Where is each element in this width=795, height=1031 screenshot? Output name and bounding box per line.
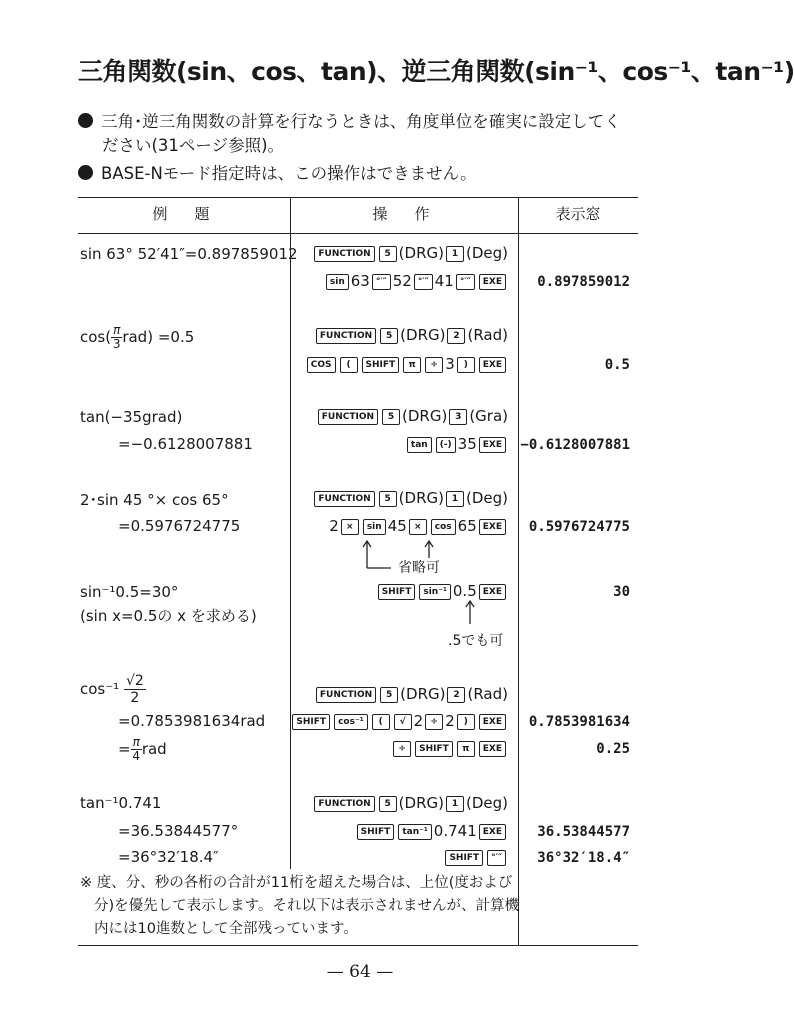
annotation-arrow <box>460 598 480 626</box>
fraction-denominator: 3 <box>112 337 121 351</box>
op-text: (Deg) <box>465 794 508 812</box>
op-text: 52 <box>392 272 412 290</box>
operation-line <box>305 355 508 373</box>
op-text: (DRG) <box>398 794 444 812</box>
op-text: (DRG) <box>402 407 448 425</box>
op-text: (Rad) <box>467 685 508 703</box>
example-arctan-deg: =36.53844577° <box>118 822 239 840</box>
open-paren-key: ( <box>340 357 358 373</box>
footnote <box>80 872 520 941</box>
function-key: FUNCTION <box>318 409 378 425</box>
fraction-denominator: 2 <box>130 690 140 706</box>
example-text: cos⁻¹ <box>80 680 120 698</box>
sqrt-key: √ <box>394 714 412 730</box>
column-divider-1 <box>290 197 291 869</box>
op-text: 0.5 <box>452 582 477 600</box>
key-1: 1 <box>446 796 464 812</box>
key-1: 1 <box>446 491 464 507</box>
column-divider-2 <box>518 197 519 945</box>
divide-key: ÷ <box>393 741 411 757</box>
operation-line <box>391 739 508 757</box>
header-operation: 操 作 <box>372 205 436 223</box>
operation-line <box>355 822 508 840</box>
key-5: 5 <box>379 246 397 262</box>
key-5: 5 <box>379 796 397 812</box>
operation-line <box>290 712 508 730</box>
open-paren-key: ( <box>372 714 390 730</box>
shift-key: SHIFT <box>378 584 416 600</box>
op-text: 41 <box>434 272 454 290</box>
arctan-key: tan⁻¹ <box>398 824 431 840</box>
fraction <box>131 736 142 763</box>
page-number: — 64 — <box>326 962 394 982</box>
example-arcsin-note: (sin x=0.5の x を求める) <box>80 607 257 625</box>
op-text: 0.741 <box>433 822 477 840</box>
key-5: 5 <box>380 328 398 344</box>
exe-key: EXE <box>479 437 506 453</box>
fraction <box>124 673 146 706</box>
operation-line <box>314 685 508 703</box>
example-arccos-pi <box>118 736 167 763</box>
example-tan-result: =−0.6128007881 <box>118 435 253 453</box>
operation-line <box>443 848 508 866</box>
exe-key: EXE <box>479 824 506 840</box>
tan-key: tan <box>407 437 432 453</box>
op-text: (DRG) <box>398 244 444 262</box>
key-2: 2 <box>447 328 465 344</box>
shift-key: SHIFT <box>292 714 330 730</box>
negative-key: (-) <box>436 437 456 453</box>
display-result: 0.25 <box>596 741 630 757</box>
display-result: 0.7853981634 <box>528 714 630 730</box>
function-key: FUNCTION <box>314 246 374 262</box>
op-text: 2 <box>413 712 424 730</box>
display-result: 36°32′18.4″ <box>537 850 630 866</box>
key-5: 5 <box>379 491 397 507</box>
example-product-result: =0.5976724775 <box>118 517 241 535</box>
arrow-up-icon <box>363 541 371 568</box>
example-arctan: tan⁻¹0.741 <box>80 794 162 812</box>
divide-key: ÷ <box>425 714 443 730</box>
exe-key: EXE <box>479 274 506 290</box>
display-result: 0.897859012 <box>537 274 630 290</box>
example-cos <box>80 324 194 351</box>
key-1: 1 <box>446 246 464 262</box>
shift-key: SHIFT <box>362 357 400 373</box>
example-text: rad <box>141 740 167 758</box>
key-5: 5 <box>380 687 398 703</box>
display-result: 0.5 <box>604 357 630 373</box>
example-text: cos( <box>80 328 112 346</box>
key-3: 3 <box>449 409 467 425</box>
op-text: 65 <box>457 517 477 535</box>
function-key: FUNCTION <box>316 328 376 344</box>
example-arcsin: sin⁻¹0.5=30° <box>80 583 179 601</box>
key-5: 5 <box>382 409 400 425</box>
table-header-rule <box>78 233 638 234</box>
header-example: 例 題 <box>152 205 216 223</box>
function-key: FUNCTION <box>314 491 374 507</box>
op-text: (Rad) <box>467 326 508 344</box>
key-2: 2 <box>447 687 465 703</box>
exe-key: EXE <box>479 741 506 757</box>
close-paren-key: ) <box>457 357 475 373</box>
fraction-numerator: π <box>132 735 140 749</box>
operation-line <box>312 489 508 507</box>
operation-line <box>312 794 508 812</box>
sin-key: sin <box>326 274 349 290</box>
op-text: (Deg) <box>465 244 508 262</box>
bullet-note-1 <box>78 110 648 158</box>
function-key: FUNCTION <box>316 687 376 703</box>
example-text: = <box>118 740 131 758</box>
exe-key: EXE <box>479 357 506 373</box>
arccos-key: cos⁻¹ <box>334 714 368 730</box>
bullet-1-line2: ださい(31ページ参照)。 <box>102 136 285 155</box>
op-text: (DRG) <box>398 489 444 507</box>
op-text: (DRG) <box>400 685 446 703</box>
display-result: 30 <box>613 584 630 600</box>
multiply-key: × <box>409 519 427 535</box>
display-result: 0.5976724775 <box>528 519 630 535</box>
close-paren-key: ) <box>457 714 475 730</box>
deg-min-sec-key: °′″ <box>456 274 475 290</box>
arrow-up-icon <box>425 541 433 558</box>
footnote-line: 内には10進数として全部残っています。 <box>94 921 358 937</box>
example-sin: sin 63° 52′41″=0.897859012 <box>80 245 298 263</box>
operation-line <box>405 435 508 453</box>
shift-key: SHIFT <box>415 741 453 757</box>
display-result: −0.6128007881 <box>520 437 630 453</box>
example-text: rad) =0.5 <box>122 328 195 346</box>
exe-key: EXE <box>479 714 506 730</box>
exe-key: EXE <box>479 584 506 600</box>
header-display: 表示窓 <box>555 205 601 223</box>
bullet-note-2 <box>78 162 648 186</box>
op-text: 3 <box>445 355 455 373</box>
op-text: 35 <box>457 435 477 453</box>
divide-key: ÷ <box>425 357 443 373</box>
operation-line <box>376 582 508 600</box>
footnote-line: 分)を優先して表示します。それ以下は表示されませんが、計算機 <box>94 898 519 914</box>
pi-key: π <box>457 741 475 757</box>
bullet-2-line1: BASE-Nモード指定時は、この操作はできません。 <box>101 164 477 183</box>
operation-line <box>316 407 508 425</box>
fraction-denominator: 4 <box>132 749 141 763</box>
op-text: (Deg) <box>465 489 508 507</box>
example-arctan-dms: =36°32′18.4″ <box>118 848 219 866</box>
example-tan: tan(−35grad) <box>80 408 183 426</box>
deg-min-sec-key: °′″ <box>372 274 391 290</box>
arrow-up-icon <box>466 601 474 624</box>
bullet-1-line1: 三角･逆三角関数の計算を行なうときは、角度単位を確実に設定してく <box>101 112 621 131</box>
pi-key: π <box>403 357 421 373</box>
table-top-rule <box>78 197 638 198</box>
sin-key: sin <box>363 519 386 535</box>
multiply-key: × <box>341 519 359 535</box>
cos-key: COS <box>307 357 336 373</box>
table-bottom-rule <box>78 945 638 946</box>
operation-line <box>312 244 508 262</box>
annotation-short-form: .5でも可 <box>448 633 504 649</box>
op-text: (Gra) <box>469 407 508 425</box>
operation-line <box>329 517 508 535</box>
footnote-line: ※ 度、分、秒の各桁の合計が11桁を超えた場合は、上位(度および <box>80 875 513 891</box>
fraction <box>111 324 122 351</box>
deg-min-sec-key: °′″ <box>487 850 506 866</box>
op-text: 2 <box>329 517 339 535</box>
op-text: 2 <box>445 712 455 730</box>
operation-line <box>324 272 508 290</box>
annotation-optional: 省略可 <box>398 560 440 576</box>
deg-min-sec-key: °′″ <box>414 274 433 290</box>
op-text: 63 <box>350 272 370 290</box>
page-title: 三角関数(sin、cos、tan)、逆三角関数(sin⁻¹、cos⁻¹、tan⁻¹) <box>78 57 795 86</box>
display-result: 36.53844577 <box>537 824 630 840</box>
fraction-numerator: π <box>113 323 121 337</box>
op-text: (DRG) <box>400 326 446 344</box>
shift-key: SHIFT <box>445 850 483 866</box>
op-text: 45 <box>387 517 407 535</box>
example-arccos-rad: =0.7853981634rad <box>118 712 266 730</box>
bullet-dot <box>78 113 93 128</box>
shift-key: SHIFT <box>357 824 395 840</box>
fraction-numerator: √2 <box>125 673 144 689</box>
arcsin-key: sin⁻¹ <box>419 584 451 600</box>
function-key: FUNCTION <box>314 796 374 812</box>
example-product: 2･sin 45 °× cos 65° <box>80 491 229 509</box>
example-arccos <box>80 673 146 706</box>
exe-key: EXE <box>479 519 506 535</box>
bullet-dot <box>78 165 93 180</box>
operation-line <box>314 326 508 344</box>
cos-key: cos <box>431 519 456 535</box>
